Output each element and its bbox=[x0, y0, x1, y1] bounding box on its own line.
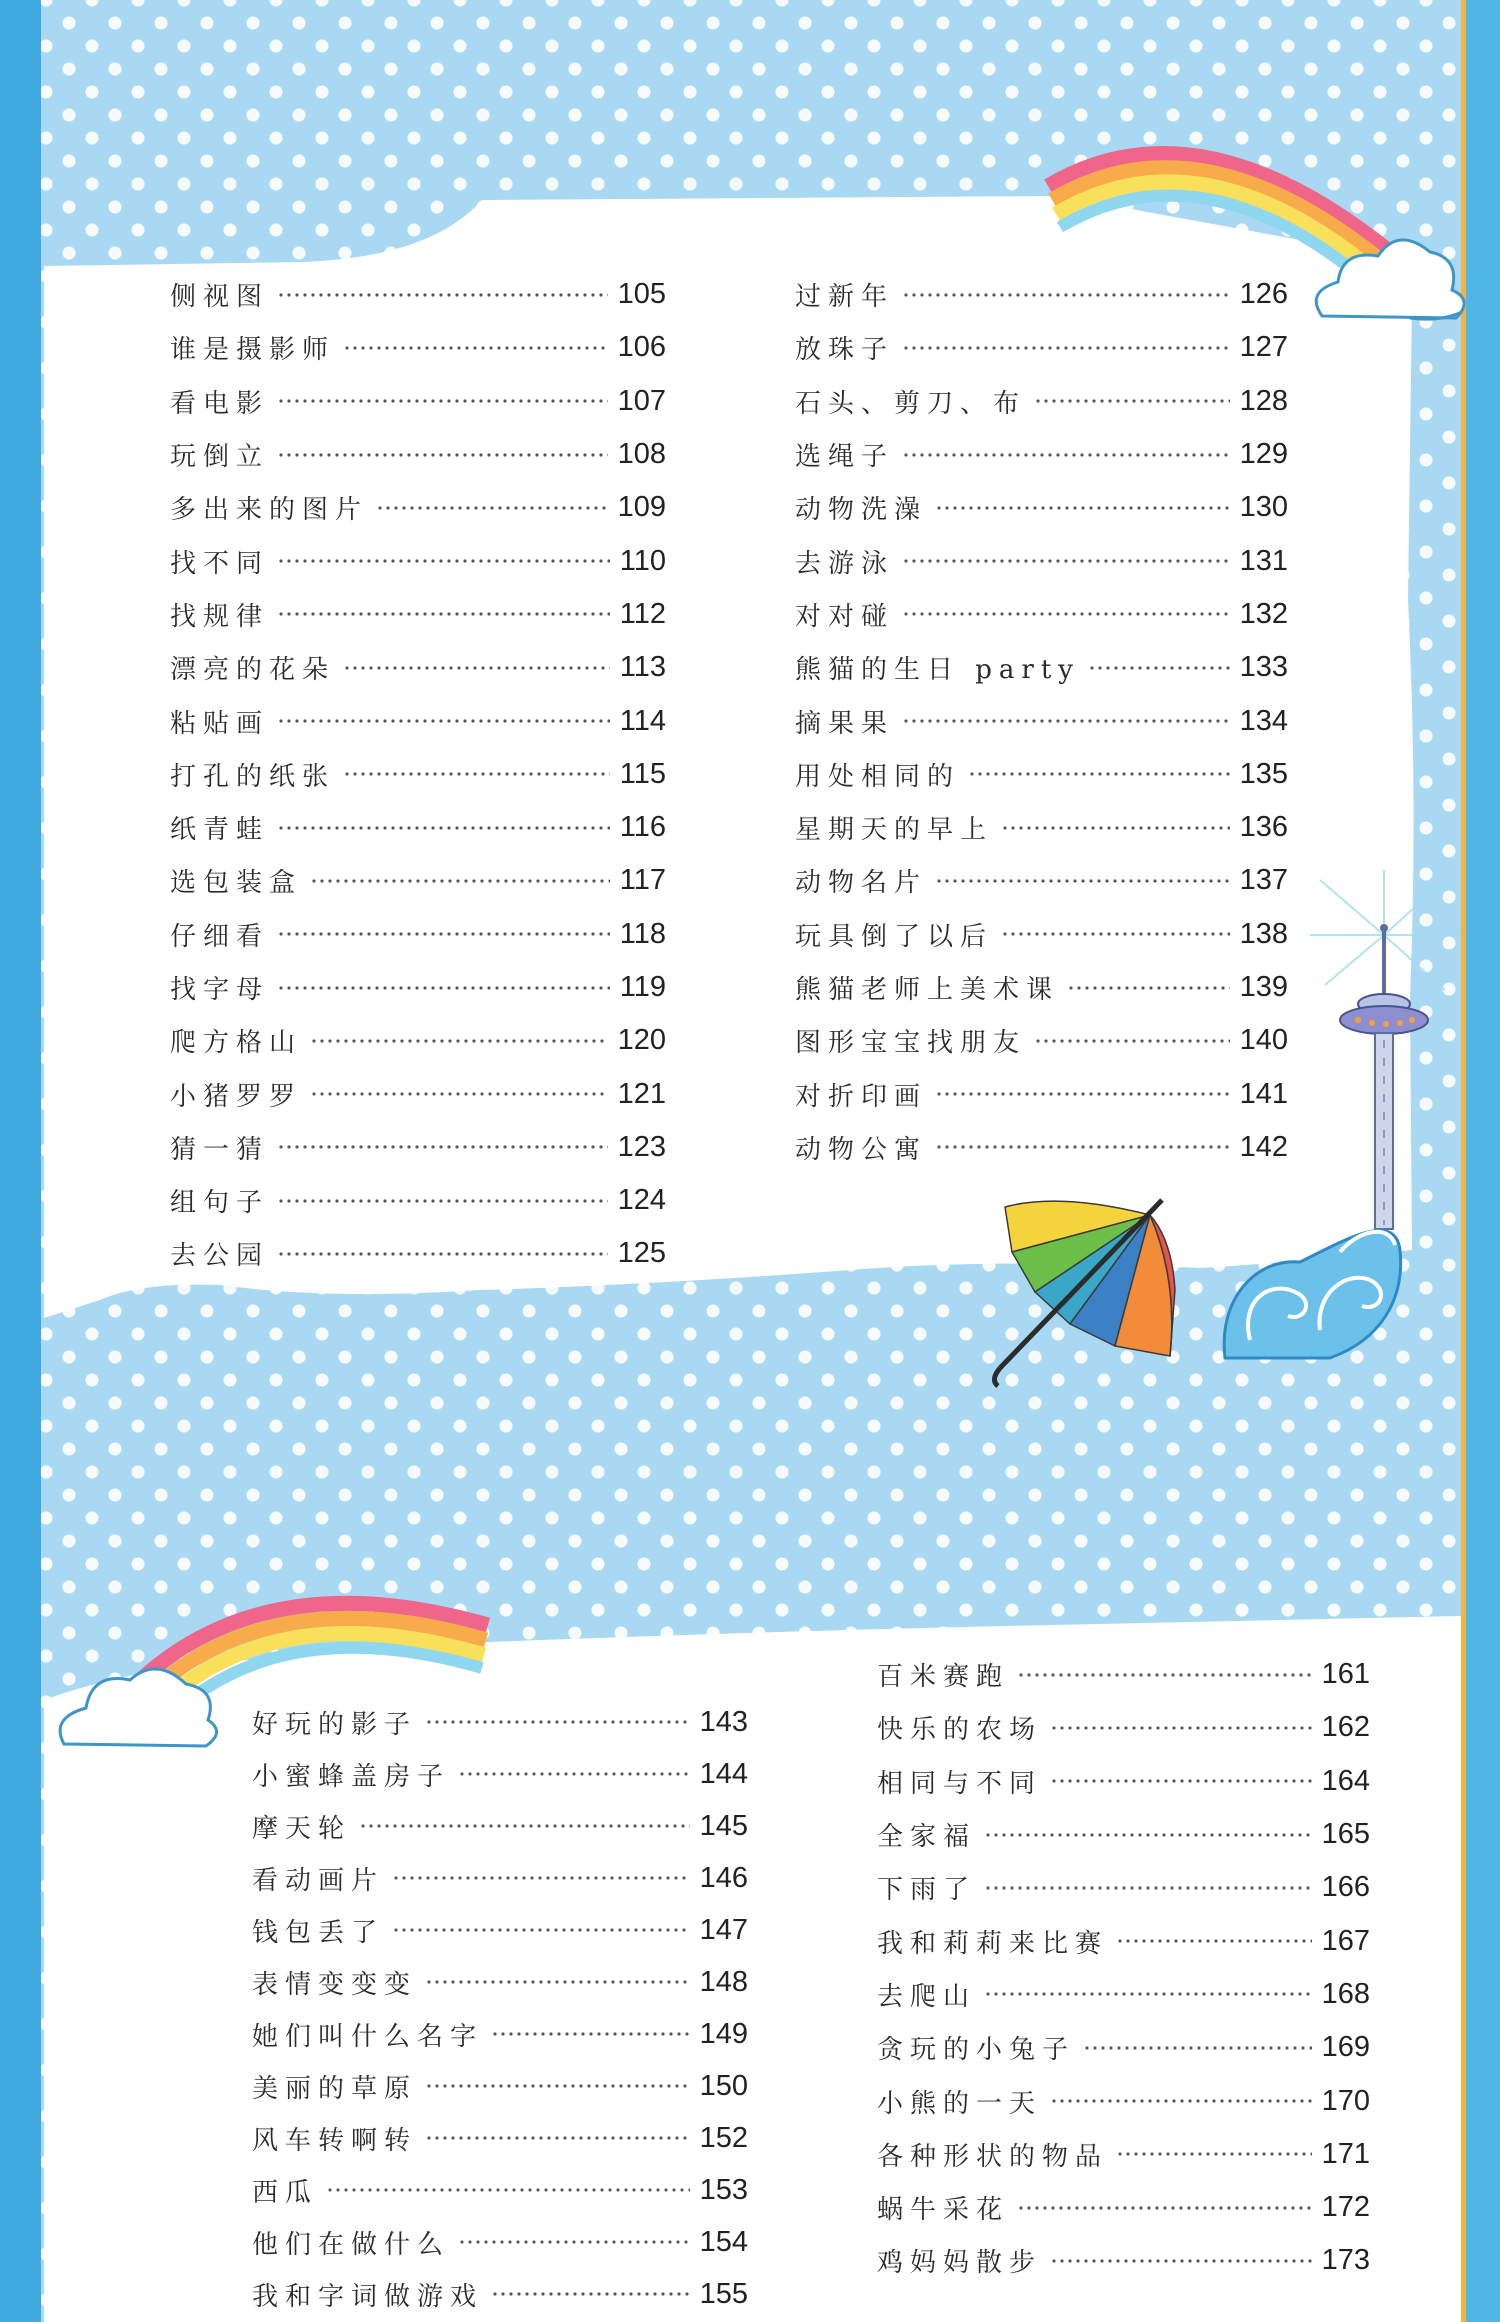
dot-leader bbox=[1001, 931, 1230, 937]
toc-column-bottom-left bbox=[252, 1696, 748, 2320]
entry-page-number: 167 bbox=[1321, 1924, 1370, 1957]
entry-title: 图形宝宝找朋友 bbox=[795, 1028, 1027, 1059]
entry-title: 去游泳 bbox=[795, 548, 895, 579]
toc-entry bbox=[795, 694, 1288, 747]
entry-page-number: 107 bbox=[617, 384, 666, 417]
toc-entry bbox=[795, 961, 1288, 1014]
entry-page-number: 150 bbox=[699, 2069, 748, 2102]
entry-page-number: 172 bbox=[1321, 2191, 1370, 2224]
dot-leader bbox=[343, 771, 610, 777]
toc-entry bbox=[252, 2060, 748, 2112]
entry-title: 相同与不同 bbox=[877, 1768, 1043, 1799]
entry-page-number: 142 bbox=[1239, 1130, 1288, 1163]
dot-leader bbox=[1050, 2258, 1312, 2264]
dot-leader bbox=[425, 2083, 690, 2089]
toc-entry bbox=[877, 2021, 1370, 2074]
entry-page-number: 112 bbox=[619, 597, 666, 630]
entry-page-number: 171 bbox=[1321, 2137, 1370, 2170]
toc-entry bbox=[252, 2112, 748, 2164]
entry-page-number: 173 bbox=[1321, 2244, 1370, 2277]
toc-entry bbox=[170, 854, 666, 907]
dot-leader bbox=[1067, 985, 1230, 991]
toc-entry bbox=[170, 1174, 666, 1227]
entry-page-number: 124 bbox=[617, 1184, 666, 1217]
entry-page-number: 165 bbox=[1321, 1818, 1370, 1851]
toc-column-top-right bbox=[795, 268, 1288, 1174]
entry-page-number: 161 bbox=[1321, 1658, 1370, 1691]
dot-leader bbox=[1034, 398, 1230, 404]
entry-title: 找不同 bbox=[170, 548, 270, 579]
entry-page-number: 120 bbox=[617, 1024, 666, 1057]
entry-page-number: 153 bbox=[699, 2173, 748, 2206]
toc-entry bbox=[170, 1014, 666, 1067]
entry-title: 鸡妈妈散步 bbox=[877, 2248, 1043, 2279]
entry-title: 熊猫的生日 party bbox=[795, 655, 1080, 686]
toc-entry bbox=[252, 1904, 748, 1956]
toc-entry bbox=[170, 428, 666, 481]
entry-title: 他们在做什么 bbox=[252, 2229, 451, 2260]
entry-title: 选包装盒 bbox=[170, 868, 303, 899]
entry-page-number: 170 bbox=[1321, 2084, 1370, 2117]
toc-entry bbox=[795, 1067, 1288, 1120]
dot-leader bbox=[359, 1823, 690, 1829]
entry-page-number: 138 bbox=[1239, 917, 1288, 950]
entry-title: 对折印画 bbox=[795, 1081, 928, 1112]
dot-leader bbox=[277, 825, 610, 831]
entry-page-number: 114 bbox=[619, 704, 666, 737]
entry-page-number: 147 bbox=[699, 1913, 748, 1946]
entry-title: 动物洗澡 bbox=[795, 495, 928, 526]
entry-title: 钱包丢了 bbox=[252, 1917, 385, 1948]
entry-page-number: 152 bbox=[699, 2121, 748, 2154]
toc-entry bbox=[795, 588, 1288, 641]
toc-entry bbox=[795, 268, 1288, 321]
entry-title: 百米赛跑 bbox=[877, 1662, 1010, 1693]
entry-page-number: 125 bbox=[617, 1237, 666, 1270]
toc-entry bbox=[170, 268, 666, 321]
entry-page-number: 145 bbox=[699, 1809, 748, 1842]
entry-title: 贪玩的小兔子 bbox=[877, 2035, 1076, 2066]
entry-title: 蜗牛采花 bbox=[877, 2195, 1010, 2226]
dot-leader bbox=[968, 771, 1230, 777]
toc-entry bbox=[170, 961, 666, 1014]
entry-title: 多出来的图片 bbox=[170, 495, 369, 526]
dot-leader bbox=[1034, 1038, 1230, 1044]
toc-entry bbox=[795, 375, 1288, 428]
entry-page-number: 109 bbox=[617, 491, 666, 524]
entry-title: 放珠子 bbox=[795, 335, 895, 366]
entry-page-number: 132 bbox=[1239, 597, 1288, 630]
toc-entry bbox=[795, 534, 1288, 587]
entry-title: 我和莉莉来比赛 bbox=[877, 1928, 1109, 1959]
entry-title: 美丽的草原 bbox=[252, 2073, 418, 2104]
entry-page-number: 116 bbox=[619, 811, 666, 844]
dot-leader bbox=[1088, 665, 1230, 671]
dot-leader bbox=[425, 2135, 690, 2141]
dot-leader bbox=[277, 1251, 608, 1257]
dot-leader bbox=[1001, 825, 1230, 831]
dot-leader bbox=[902, 292, 1230, 298]
dot-leader bbox=[902, 611, 1230, 617]
dot-leader bbox=[935, 505, 1230, 511]
entry-page-number: 136 bbox=[1239, 811, 1288, 844]
entry-page-number: 141 bbox=[1239, 1077, 1288, 1110]
entry-page-number: 162 bbox=[1321, 1711, 1370, 1744]
toc-entry bbox=[252, 1852, 748, 1904]
entry-page-number: 166 bbox=[1321, 1871, 1370, 1904]
dot-leader bbox=[425, 1979, 690, 1985]
entry-title: 摩天轮 bbox=[252, 1813, 352, 1844]
entry-page-number: 126 bbox=[1239, 278, 1288, 311]
entry-title: 动物公寓 bbox=[795, 1134, 928, 1165]
dot-leader bbox=[392, 1875, 690, 1881]
entry-title: 快乐的农场 bbox=[877, 1715, 1043, 1746]
entry-page-number: 127 bbox=[1239, 331, 1288, 364]
entry-page-number: 130 bbox=[1239, 491, 1288, 524]
entry-title: 爬方格山 bbox=[170, 1028, 303, 1059]
toc-entry bbox=[877, 1968, 1370, 2021]
dot-leader bbox=[277, 931, 610, 937]
toc-entry bbox=[252, 2268, 748, 2320]
entry-page-number: 164 bbox=[1321, 1764, 1370, 1797]
toc-entry bbox=[252, 2164, 748, 2216]
dot-leader bbox=[392, 1927, 690, 1933]
entry-title: 对对碰 bbox=[795, 601, 895, 632]
dot-leader bbox=[310, 878, 610, 884]
toc-entry bbox=[252, 2216, 748, 2268]
entry-page-number: 115 bbox=[619, 757, 666, 790]
dot-leader bbox=[1050, 1778, 1312, 1784]
entry-page-number: 135 bbox=[1239, 757, 1288, 790]
entry-page-number: 134 bbox=[1239, 704, 1288, 737]
entry-title: 看电影 bbox=[170, 388, 270, 419]
toc-entry bbox=[170, 534, 666, 587]
entry-title: 小蜜蜂盖房子 bbox=[252, 1761, 451, 1792]
entry-title: 玩倒立 bbox=[170, 442, 270, 473]
entry-title: 漂亮的花朵 bbox=[170, 655, 336, 686]
dot-leader bbox=[984, 1885, 1312, 1891]
dot-leader bbox=[935, 878, 1230, 884]
toc-entry bbox=[877, 2181, 1370, 2234]
entry-page-number: 108 bbox=[617, 438, 666, 471]
entry-title: 粘贴画 bbox=[170, 708, 270, 739]
dot-leader bbox=[277, 398, 608, 404]
toc-entry bbox=[795, 1121, 1288, 1174]
entry-page-number: 169 bbox=[1321, 2031, 1370, 2064]
dot-leader bbox=[1050, 1725, 1312, 1731]
dot-leader bbox=[310, 1091, 608, 1097]
entry-title: 选绳子 bbox=[795, 442, 895, 473]
dot-leader bbox=[935, 1144, 1230, 1150]
entry-page-number: 137 bbox=[1239, 864, 1288, 897]
toc-entry bbox=[795, 748, 1288, 801]
entry-title: 西瓜 bbox=[252, 2177, 319, 2208]
entry-title: 石头、剪刀、布 bbox=[795, 388, 1027, 419]
dot-leader bbox=[277, 1198, 608, 1204]
entry-title: 她们叫什么名字 bbox=[252, 2021, 484, 2052]
dot-leader bbox=[343, 345, 608, 351]
toc-entry bbox=[795, 321, 1288, 374]
toc-entry bbox=[795, 1014, 1288, 1067]
entry-title: 猜一猜 bbox=[170, 1134, 270, 1165]
toc-entry bbox=[170, 694, 666, 747]
entry-page-number: 113 bbox=[619, 651, 666, 684]
entry-page-number: 131 bbox=[1239, 544, 1288, 577]
dot-leader bbox=[458, 2239, 690, 2245]
entry-title: 纸青蛙 bbox=[170, 815, 270, 846]
toc-entry bbox=[170, 641, 666, 694]
toc-entry bbox=[170, 801, 666, 854]
toc-entry bbox=[795, 908, 1288, 961]
entry-page-number: 105 bbox=[617, 278, 666, 311]
toc-entry bbox=[170, 1227, 666, 1280]
dot-leader bbox=[902, 452, 1230, 458]
dot-leader bbox=[376, 505, 608, 511]
entry-title: 动物名片 bbox=[795, 868, 928, 899]
entry-page-number: 139 bbox=[1239, 971, 1288, 1003]
toc-entry bbox=[170, 321, 666, 374]
toc-entry bbox=[170, 748, 666, 801]
dot-leader bbox=[343, 665, 610, 671]
entry-title: 摘果果 bbox=[795, 708, 895, 739]
toc-entry bbox=[252, 1748, 748, 1800]
dot-leader bbox=[1083, 2045, 1312, 2051]
entry-page-number: 117 bbox=[619, 864, 666, 897]
entry-page-number: 155 bbox=[699, 2277, 748, 2310]
entry-page-number: 168 bbox=[1321, 1977, 1370, 2010]
entry-page-number: 146 bbox=[699, 1861, 748, 1894]
dot-leader bbox=[277, 452, 608, 458]
toc-entry bbox=[170, 481, 666, 534]
dot-leader bbox=[491, 2031, 690, 2037]
dot-leader bbox=[1050, 2098, 1312, 2104]
entry-title: 熊猫老师上美术课 bbox=[795, 975, 1060, 1005]
entry-title: 仔细看 bbox=[170, 921, 270, 952]
entry-title: 风车转啊转 bbox=[252, 2125, 418, 2156]
dot-leader bbox=[310, 1038, 608, 1044]
toc-entry bbox=[795, 428, 1288, 481]
dot-leader bbox=[277, 292, 608, 298]
entry-page-number: 140 bbox=[1239, 1024, 1288, 1057]
entry-title: 谁是摄影师 bbox=[170, 335, 336, 366]
dot-leader bbox=[1116, 2151, 1312, 2157]
entry-page-number: 123 bbox=[617, 1130, 666, 1163]
toc-entry bbox=[795, 854, 1288, 907]
toc-entry bbox=[252, 1696, 748, 1748]
entry-title: 去公园 bbox=[170, 1241, 270, 1272]
entry-title: 组句子 bbox=[170, 1188, 270, 1219]
toc-entry bbox=[877, 1861, 1370, 1914]
entry-page-number: 128 bbox=[1239, 384, 1288, 417]
entry-page-number: 119 bbox=[619, 971, 666, 1003]
toc-column-bottom-right bbox=[877, 1648, 1370, 2288]
toc-entry bbox=[252, 1956, 748, 2008]
toc-entry bbox=[170, 908, 666, 961]
dot-leader bbox=[902, 558, 1230, 564]
toc-entry bbox=[877, 1701, 1370, 1754]
entry-title: 去爬山 bbox=[877, 1981, 977, 2012]
entry-title: 找字母 bbox=[170, 975, 270, 1005]
toc-entry bbox=[170, 588, 666, 641]
dot-leader bbox=[458, 1771, 690, 1777]
entry-title: 小熊的一天 bbox=[877, 2088, 1043, 2119]
entry-page-number: 149 bbox=[699, 2017, 748, 2050]
entry-title: 玩具倒了以后 bbox=[795, 921, 994, 952]
toc-entry bbox=[877, 1755, 1370, 1808]
entry-title: 全家福 bbox=[877, 1822, 977, 1853]
dot-leader bbox=[984, 1832, 1312, 1838]
entry-page-number: 118 bbox=[619, 917, 666, 950]
entry-title: 小猪罗罗 bbox=[170, 1081, 303, 1112]
entry-page-number: 121 bbox=[617, 1077, 666, 1110]
entry-title: 我和字词做游戏 bbox=[252, 2281, 484, 2312]
entry-page-number: 133 bbox=[1239, 651, 1288, 684]
entry-page-number: 144 bbox=[699, 1757, 748, 1790]
entry-page-number: 129 bbox=[1239, 438, 1288, 471]
dot-leader bbox=[1017, 2205, 1312, 2211]
toc-entry bbox=[877, 1914, 1370, 1967]
toc-entry bbox=[170, 1121, 666, 1174]
entry-title: 下雨了 bbox=[877, 1875, 977, 1906]
dot-leader bbox=[1116, 1938, 1312, 1944]
dot-leader bbox=[1017, 1672, 1312, 1678]
dot-leader bbox=[277, 558, 610, 564]
toc-entry bbox=[795, 641, 1288, 694]
dot-leader bbox=[277, 1144, 608, 1150]
dot-leader bbox=[984, 1991, 1312, 1997]
entry-page-number: 143 bbox=[699, 1705, 748, 1738]
entry-title: 各种形状的物品 bbox=[877, 2141, 1109, 2172]
dot-leader bbox=[277, 985, 610, 991]
toc-entry bbox=[795, 801, 1288, 854]
toc-entry bbox=[252, 2008, 748, 2060]
toc-entry bbox=[877, 2128, 1370, 2181]
entry-page-number: 154 bbox=[699, 2225, 748, 2258]
toc-entry bbox=[877, 2074, 1370, 2127]
entry-title: 找规律 bbox=[170, 601, 270, 632]
dot-leader bbox=[425, 1719, 690, 1725]
dot-leader bbox=[326, 2187, 690, 2193]
toc-entry bbox=[795, 481, 1288, 534]
toc-column-top-left bbox=[170, 268, 666, 1281]
toc-entry bbox=[170, 1067, 666, 1120]
entry-title: 好玩的影子 bbox=[252, 1709, 418, 1740]
toc-entry bbox=[877, 1648, 1370, 1701]
dot-leader bbox=[935, 1091, 1230, 1097]
entry-title: 表情变变变 bbox=[252, 1969, 418, 2000]
entry-title: 过新年 bbox=[795, 282, 895, 313]
entry-page-number: 110 bbox=[619, 544, 666, 577]
dot-leader bbox=[277, 611, 610, 617]
dot-leader bbox=[277, 718, 610, 724]
toc-entry bbox=[877, 2234, 1370, 2287]
entry-title: 侧视图 bbox=[170, 282, 270, 313]
entry-title: 用处相同的 bbox=[795, 761, 961, 792]
dot-leader bbox=[491, 2291, 690, 2297]
dot-leader bbox=[902, 718, 1230, 724]
toc-entry bbox=[877, 1808, 1370, 1861]
entry-page-number: 106 bbox=[617, 331, 666, 364]
dot-leader bbox=[902, 345, 1230, 351]
entry-title: 看动画片 bbox=[252, 1865, 385, 1896]
entry-page-number: 148 bbox=[699, 1965, 748, 1998]
entry-title: 打孔的纸张 bbox=[170, 761, 336, 792]
toc-entry bbox=[170, 375, 666, 428]
entry-title: 星期天的早上 bbox=[795, 815, 994, 846]
toc-entry bbox=[252, 1800, 748, 1852]
